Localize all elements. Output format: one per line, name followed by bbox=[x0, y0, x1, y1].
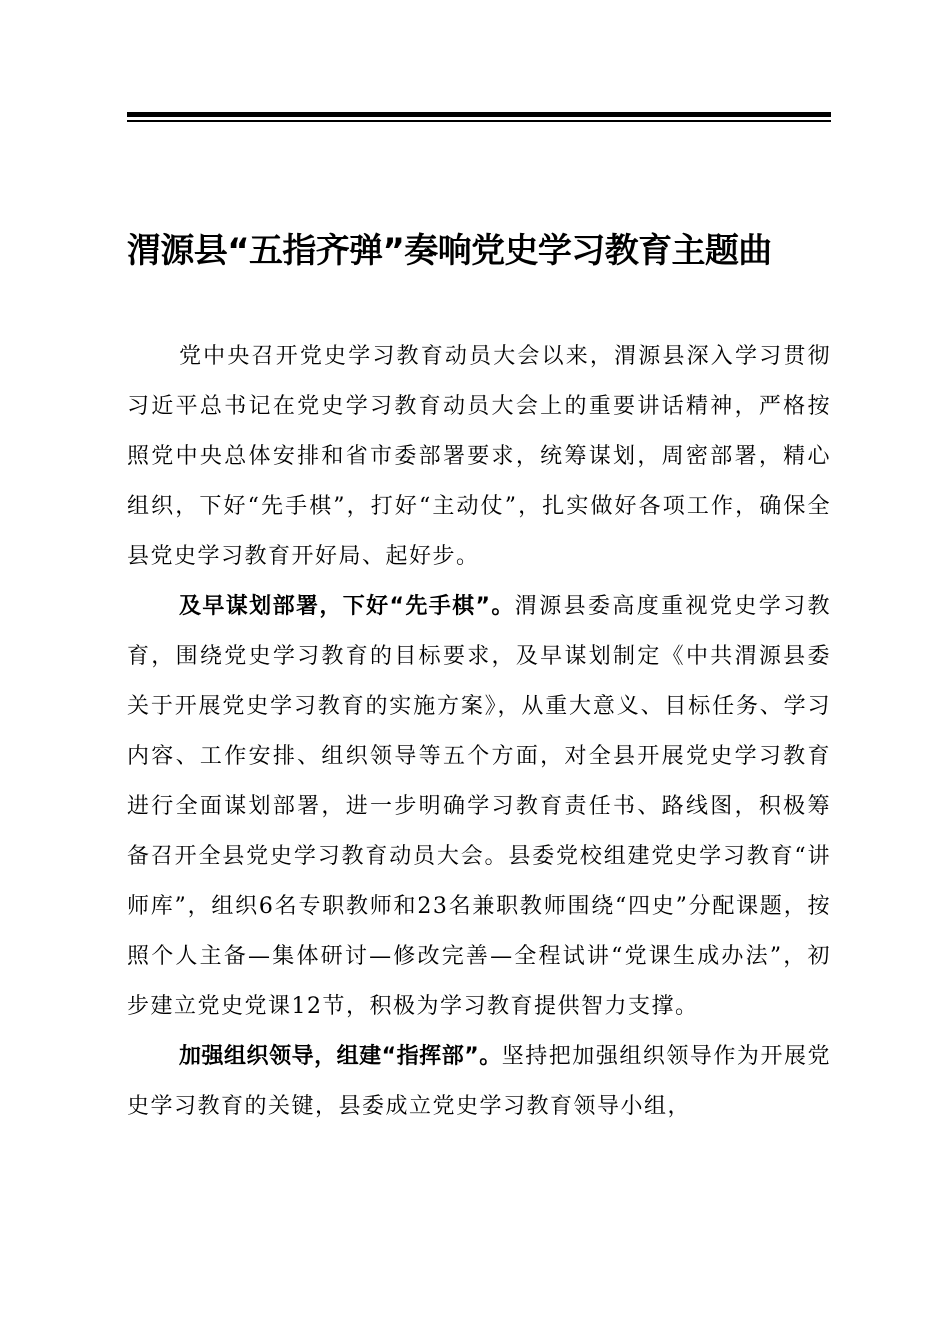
paragraph-organization bbox=[127, 1032, 831, 1132]
paragraph-text: 坚持把加强组织领导作为开展党史学习教育的关键，县委成立党史学习教育领导小组， bbox=[127, 1044, 831, 1119]
paragraph-text: 党中央召开党史学习教育动员大会以来，渭源县深入学习贯彻习近平总书记在党史学习教育动员大会上的重要讲话精神，严格按照党中央总体安排和省市委部署要求，统筹谋划，周密部署，精心组织，下好“先手棋”，打好“主动仗”，扎实做好各项工作，确保全县党史学习教育开好局、起好步。 bbox=[127, 344, 831, 569]
document-title: 渭源县“五指齐弹”奏响党史学习教育主题曲 bbox=[127, 231, 772, 271]
paragraph-lead: 加强组织领导，组建“指挥部”。 bbox=[179, 1044, 502, 1069]
header-rule-thin bbox=[127, 120, 831, 122]
document-body bbox=[127, 332, 831, 1132]
paragraph-early-planning bbox=[127, 582, 831, 1032]
paragraph-intro bbox=[127, 332, 831, 582]
paragraph-lead: 及早谋划部署，下好“先手棋”。 bbox=[179, 594, 515, 619]
paragraph-text: 渭源县委高度重视党史学习教育，围绕党史学习教育的目标要求，及早谋划制定《中共渭源县委关于开展党史学习教育的实施方案》，从重大意义、目标任务、学习内容、工作安排、组织领导等五个方面，对全县开展党史学习教育进行全面谋划部署，进一步明确学习教育责任书、路线图，积极筹备召开全县党史学习教育动员大会。县委党校组建党史学习教育“讲师库”，组织6名专职教师和23名兼职教师围绕“四史”分配课题，按照个人主备—集体研讨—修改完善—全程试讲“党课生成办法”，初步建立党史党课12节，积极为学习教育提供智力支撑。 bbox=[127, 594, 831, 1019]
header-rule-thick bbox=[127, 112, 831, 117]
